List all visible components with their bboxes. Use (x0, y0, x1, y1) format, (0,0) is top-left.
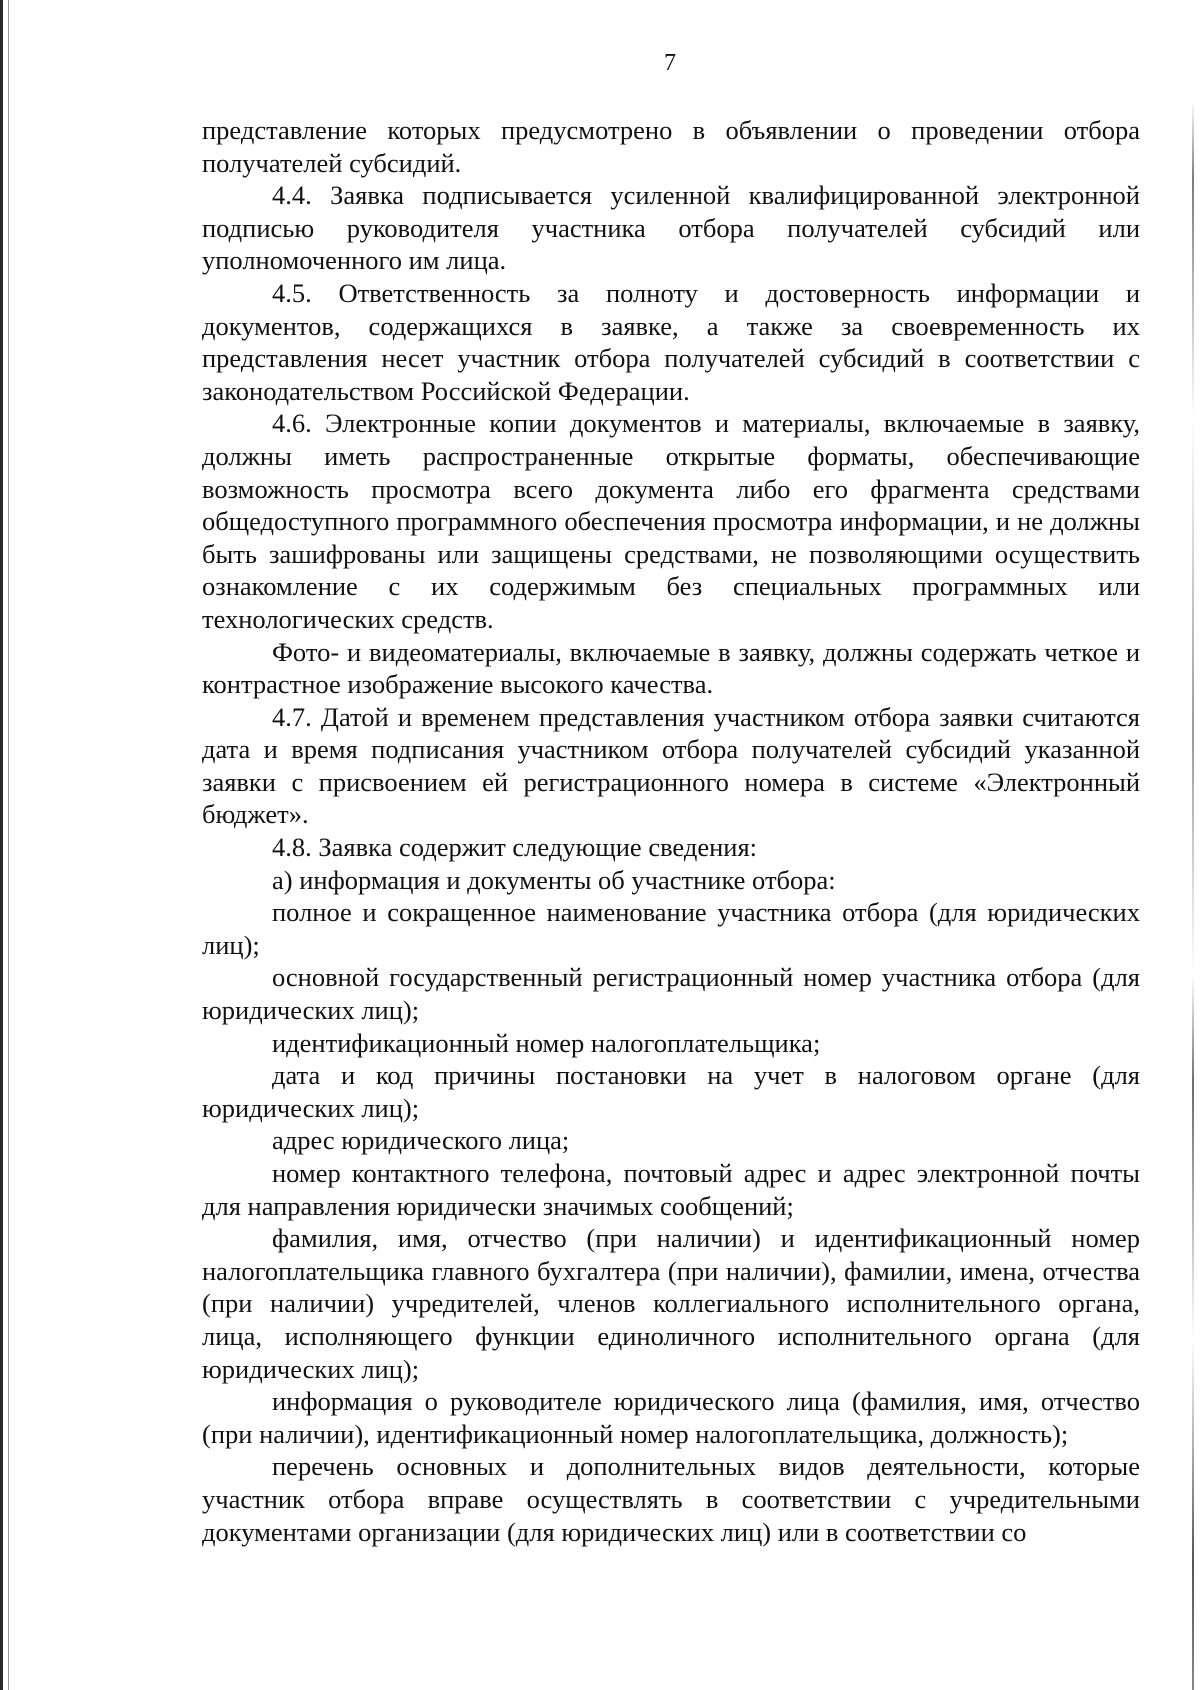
paragraph-kpp: дата и код причины постановки на учет в налоговом органе (для юридических лиц); (202, 1060, 1140, 1123)
paragraph-contacts: номер контактного телефона, почтовый адрес и адрес электронной почты для направления юридически значимых сообщений; (202, 1158, 1140, 1221)
paragraph-inn: идентификационный номер налогоплательщика; (272, 1027, 821, 1058)
paragraph-4-5: 4.5. Ответственность за полноту и достоверность информации и документов, содержащихся в заявке, а также за своевременность их представления несет участник отбора получателей субсидий в соответствии с законодательством Российской Федерации. (202, 277, 1140, 406)
paragraph-4-7: 4.7. Датой и временем представления участником отбора заявки считаются дата и время подписания участником отбора получателей субсидий указанной заявки с присвоением ей регистрационного номера в системе «Электронный бюджет». (202, 701, 1140, 830)
paragraph-ogrn: основной государственный регистрационный номер участника отбора (для юридических лиц); (202, 962, 1140, 1026)
paragraph-4-4: 4.4. Заявка подписывается усиленной квалифицированной электронной подписью руководителя участника отбора получателей субсидий или уполномоченного им лица. (202, 180, 1140, 276)
scan-edge-left-inner (8, 0, 9, 1690)
paragraph-accountant-founders: фамилия, имя, отчество (при наличии) и идентификационный номер налогоплательщика главного бухгалтера (при наличии), фамилии, имена, отчества (при наличии) учредителей, членов коллегиального исполнительного органа, лица, исполняющего функции единоличного исполнительного органа (для юридических лиц); (202, 1223, 1140, 1384)
scan-edge-right (1192, 100, 1194, 1690)
paragraph-4-6: 4.6. Электронные копии документов и материалы, включаемые в заявку, должны иметь распространенные открытые форматы, обеспечивающие возможность просмотра всего документа либо его фрагмента средствами общедоступного программного обеспечения просмотра информации, и не должны быть зашифрованы или защищены средствами, не позволяющими осуществить ознакомление с их содержимым без специальных программных или технологических средств. (202, 408, 1140, 634)
paragraph-address: адрес юридического лица; (272, 1125, 570, 1156)
paragraph-director: информация о руководителе юридического лица (фамилия, имя, отчество (при наличии), идентификационный номер налогоплательщика, должность); (202, 1386, 1140, 1449)
scan-edge-left (0, 0, 3, 1690)
paragraph-full-name: полное и сокращенное наименование участника отбора (для юридических лиц); (202, 897, 1140, 960)
paragraph-item-a: а) информация и документы об участнике отбора: (272, 864, 836, 895)
paragraph-activities: перечень основных и дополнительных видов деятельности, которые участник отбора вправе осуществлять в соответствии с учредительными документами организации (для юридических лиц) или в соответствии со (202, 1451, 1140, 1547)
paragraph-photo-video: Фото- и видеоматериалы, включаемые в заявку, должны содержать четкое и контрастное изображение высокого качества. (202, 636, 1140, 700)
paragraph-4-8: 4.8. Заявка содержит следующие сведения: (272, 832, 758, 863)
document-body (202, 114, 1140, 1548)
paragraph-continuation: представление которых предусмотрено в объявлении о проведении отбора получателей субсидий. (202, 115, 1140, 178)
page-number: 7 (664, 50, 676, 76)
